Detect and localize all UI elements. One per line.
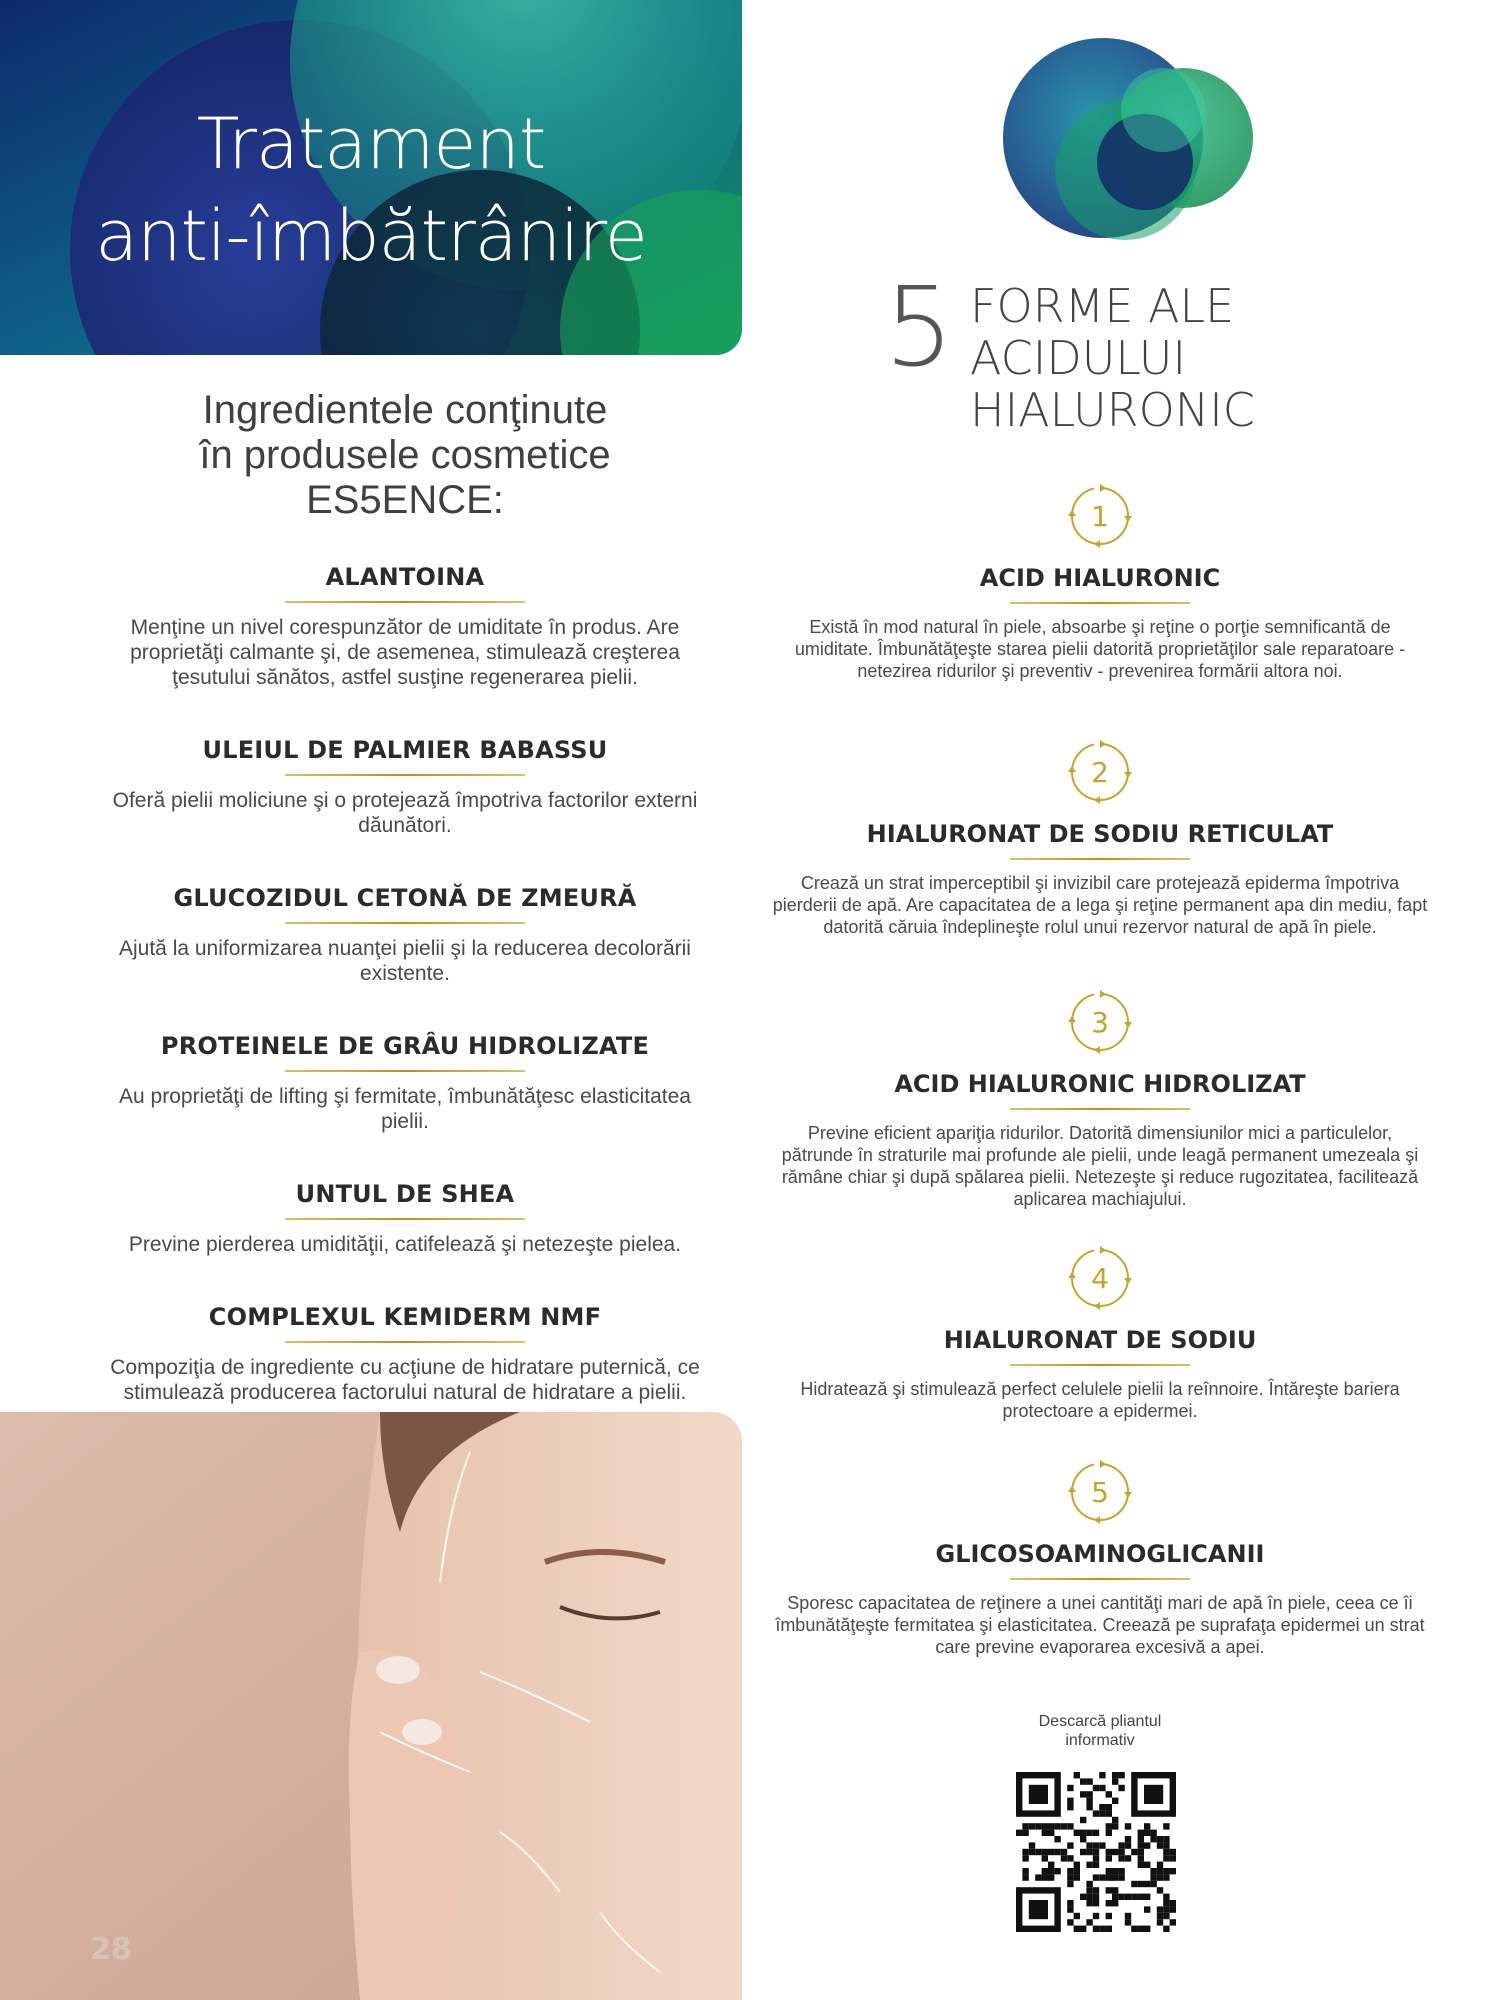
- forms-title-line1: FORME ALE ACIDULUI: [970, 279, 1235, 385]
- form-item: [770, 482, 1430, 682]
- hero-title: [0, 98, 742, 282]
- hero-title-line2: anti-îmbătrânire: [95, 195, 647, 277]
- circular-arrows-icon: [1066, 482, 1134, 550]
- ingredient-title: GLUCOZIDUL CETONĂ DE ZMEURĂ: [173, 884, 637, 912]
- form-number: 4: [1091, 1262, 1109, 1295]
- qr-label: [1020, 1712, 1180, 1750]
- form-item: [770, 988, 1430, 1210]
- form-desc: Sporesc capacitatea de reţinere a unei cantităţi mari de apă în piele, ceea ce îi îmbunătăţeşte fermitatea şi elasticitatea. Creează pe suprafaţa epidermei un strat care previne evaporarea excesivă a apei.: [775, 1593, 1425, 1657]
- form-desc: Previne eficient apariţia ridurilor. Datorită dimensiunilor mici a particulelor, pătrunde în straturile mai profunde ale pielii, unde leagă permanent umezeala şi rămâne chiar şi după spălarea pielii. Netezeşte şi reduce rugozitatea, facilitează aplicarea machiajului.: [781, 1123, 1419, 1209]
- ingredient-desc: Ajută la uniformizarea nuanţei pielii şi la reducerea decolorării existente.: [119, 937, 691, 985]
- ingredient-title: UNTUL DE SHEA: [295, 1180, 515, 1208]
- gold-divider: [1010, 602, 1190, 604]
- hero-banner: [0, 0, 742, 355]
- form-item: [770, 1244, 1430, 1422]
- gold-divider: [285, 774, 525, 776]
- intro-line2: în produsele cosmetice ES5ENCE:: [199, 433, 611, 522]
- circular-arrows-icon: [1066, 1458, 1134, 1526]
- ingredient-item: [100, 1032, 710, 1134]
- gold-divider: [285, 601, 525, 603]
- form-item: [770, 1458, 1430, 1658]
- form-desc: Hidratează şi stimulează perfect celulele pielii la reînnoire. Întăreşte bariera protectoare a epidermei.: [800, 1379, 1400, 1421]
- forms-title: [970, 280, 1444, 436]
- form-number: 3: [1091, 1006, 1109, 1039]
- form-desc: Există în mod natural în piele, absoarbe şi reţine o porţie semnificantă de umiditate. Îmbunătăţeşte starea pielii datorită proprietăţilor sale reparatoare - netezirea ridurilor şi preventiv - prevenirea formării altora noi.: [794, 617, 1406, 681]
- form-title: ACID HIALURONIC HIDROLIZAT: [894, 1070, 1306, 1098]
- ingredient-title: PROTEINELE DE GRÂU HIDROLIZATE: [160, 1032, 650, 1060]
- form-title: GLICOSOAMINOGLICANII: [935, 1540, 1265, 1568]
- form-item: [770, 738, 1430, 938]
- form-title: HIALURONAT DE SODIU: [943, 1326, 1257, 1354]
- circles-logo: [995, 30, 1265, 250]
- face-photo: [0, 1412, 742, 2000]
- face-illustration: [0, 1412, 742, 2000]
- page-number: 28: [90, 1932, 132, 1967]
- circular-arrows-icon: [1066, 1244, 1134, 1312]
- forms-title-line2: HIALURONIC: [970, 383, 1255, 437]
- ingredient-item: [100, 563, 710, 690]
- gold-divider: [285, 1341, 525, 1343]
- ingredient-desc: Previne pierderea umidităţii, catifelează şi netezeşte pielea.: [128, 1233, 682, 1256]
- gold-divider: [1010, 858, 1190, 860]
- forms-heading: [884, 263, 1444, 437]
- ingredient-title: COMPLEXUL KEMIDERM NMF: [208, 1303, 602, 1331]
- form-number: 2: [1091, 756, 1109, 789]
- ingredient-desc: Menţine un nivel corespunzător de umiditate în produs. Are proprietăţi calmante şi, de asemenea, stimulează creşterea ţesutului sănătos, astfel susţine regenerarea pielii.: [130, 616, 680, 689]
- qr-label-line2: informativ: [1065, 1732, 1135, 1749]
- gold-divider: [1010, 1578, 1190, 1580]
- form-title: ACID HIALURONIC: [979, 564, 1221, 592]
- gold-divider: [1010, 1364, 1190, 1366]
- qr-label-line1: Descarcă pliantul: [1038, 1713, 1162, 1730]
- ingredients-section: [100, 388, 710, 1451]
- gold-divider: [1010, 1108, 1190, 1110]
- gold-divider: [285, 922, 525, 924]
- gold-divider: [285, 1070, 525, 1072]
- hero-title-line1: Tratament: [196, 103, 546, 185]
- ingredient-title: ALANTOINA: [325, 563, 485, 591]
- ingredient-desc: Au proprietăţi de lifting şi fermitate, îmbunătăţesc elasticitatea pielii.: [119, 1085, 691, 1133]
- intro-line1: Ingredientele conţinute: [202, 388, 608, 432]
- form-title: HIALURONAT DE SODIU RETICULAT: [866, 820, 1334, 848]
- ingredient-title: ULEIUL DE PALMIER BABASSU: [202, 736, 608, 764]
- form-number: 1: [1091, 500, 1109, 533]
- ingredient-desc: Compoziţia de ingrediente cu acţiune de hidratare puternică, ce stimulează producerea factorului natural de hidratare a pielii.: [110, 1356, 700, 1404]
- circular-arrows-icon: [1066, 738, 1134, 806]
- forms-number: 5: [884, 263, 954, 391]
- gold-divider: [285, 1218, 525, 1220]
- form-desc: Crează un strat imperceptibil şi invizibil care protejează epiderma împotriva pierderii de apă. Are capacitatea de a lega şi reţine permanent apa din mediu, fapt datorită căruia îndeplineşte rolul unui rezervor natural de apă în piele.: [772, 873, 1428, 937]
- circular-arrows-icon: [1066, 988, 1134, 1056]
- ingredient-item: [100, 1180, 710, 1257]
- ingredient-desc: Oferă pielii moliciune şi o protejează împotriva factorilor externi dăunători.: [112, 789, 698, 837]
- ingredient-item: [100, 884, 710, 986]
- ingredient-item: [100, 736, 710, 838]
- ingredients-intro: [100, 388, 710, 523]
- form-number: 5: [1091, 1476, 1109, 1509]
- ingredient-item: [100, 1303, 710, 1405]
- qr-code-icon[interactable]: [1016, 1772, 1176, 1932]
